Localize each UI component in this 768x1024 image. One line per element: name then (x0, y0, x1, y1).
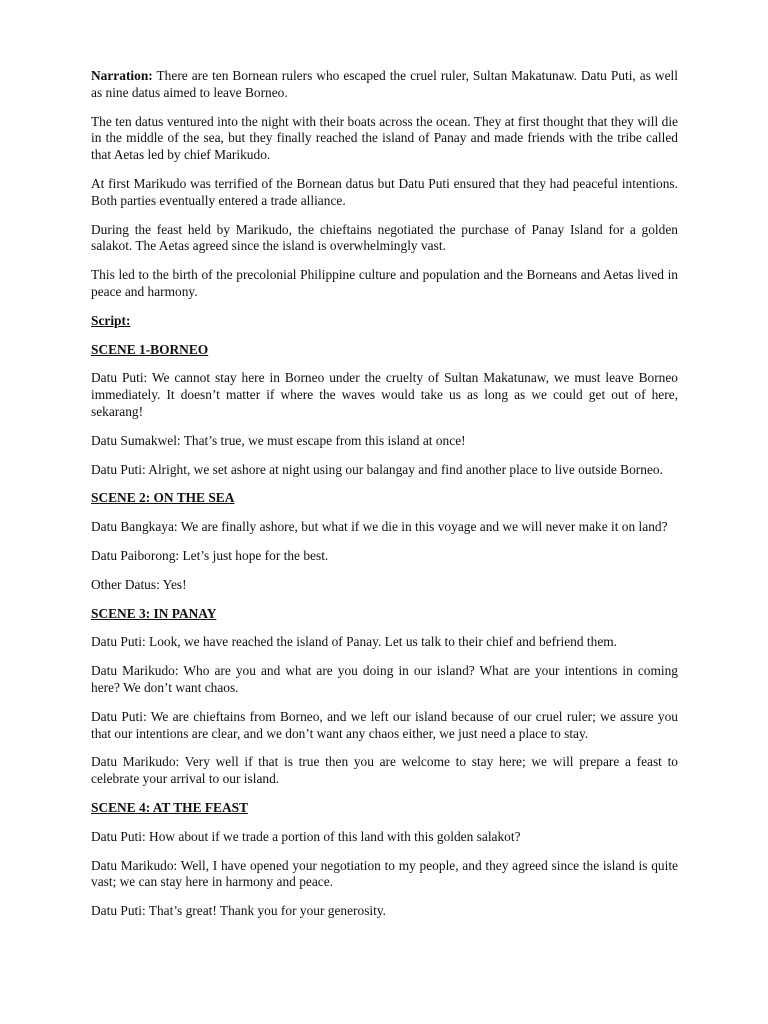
dialogue-line: Datu Marikudo: Well, I have opened your negotiation to my people, and they agreed since the island is quite vast; we can stay here in harmony and peace. (91, 857, 678, 890)
narration-paragraph: This led to the birth of the precolonial Philippine culture and population and the Borneans and Aetas lived in peace and harmony. (91, 267, 678, 299)
scene-heading: SCENE 3: IN PANAY (91, 605, 217, 621)
scene-heading: SCENE 1-BORNEO (91, 341, 209, 357)
dialogue-line: Datu Puti: Look, we have reached the island of Panay. Let us talk to their chief and befriend them. (91, 634, 618, 650)
scene-heading: SCENE 4: AT THE FEAST (91, 799, 249, 815)
narration-text: There are ten Bornean rulers who escaped the cruel ruler, Sultan Makatunaw. Datu Puti, as well as nine datus aimed to leave Borneo. (91, 68, 678, 100)
narration-paragraph: At first Marikudo was terrified of the Bornean datus but Datu Puti ensured that they had peaceful intentions. Both parties eventually entered a trade alliance. (91, 175, 678, 208)
narration-label: Narration: (91, 68, 153, 83)
dialogue-line: Datu Puti: How about if we trade a portion of this land with this golden salakot? (91, 828, 521, 844)
narration-paragraph (91, 68, 678, 102)
dialogue-line: Datu Puti: Alright, we set ashore at night using our balangay and find another place to live outside Borneo. (91, 461, 663, 477)
script-heading: Script: (91, 312, 131, 328)
dialogue-line: Datu Marikudo: Very well if that is true then you are welcome to stay here; we will prepare a feast to celebrate your arrival to our island. (91, 754, 678, 787)
dialogue-line: Other Datus: Yes! (91, 576, 187, 592)
scene-heading: SCENE 2: ON THE SEA (91, 490, 235, 506)
dialogue-line: Datu Puti: That’s great! Thank you for your generosity. (91, 903, 387, 919)
dialogue-line: Datu Puti: We are chieftains from Borneo, and we left our island because of our cruel ruler; we assure you that our intentions are clear, and we don’t want any chaos either, we just need a place to stay. (91, 708, 678, 741)
dialogue-line: Datu Bangkaya: We are finally ashore, but what if we die in this voyage and we will never make it on land? (91, 519, 668, 535)
narration-paragraph: The ten datus ventured into the night with their boats across the ocean. They at first thought that they will die in the middle of the sea, but they finally reached the island of Panay and made friends with the tribe called that Aetas led by chief Marikudo. (91, 113, 678, 163)
dialogue-line: Datu Sumakwel: That’s true, we must escape from this island at once! (91, 432, 466, 448)
dialogue-line: Datu Paiborong: Let’s just hope for the best. (91, 547, 329, 563)
dialogue-line: Datu Puti: We cannot stay here in Borneo under the cruelty of Sultan Makatunaw, we must leave Borneo immediately. It doesn’t matter if where the waves would take us as long as we could get out of here, sekarang! (91, 370, 678, 419)
narration-paragraph: During the feast held by Marikudo, the chieftains negotiated the purchase of Panay Island for a golden salakot. The Aetas agreed since the island is overwhelmingly vast. (91, 221, 678, 254)
dialogue-line: Datu Marikudo: Who are you and what are you doing in our island? What are your intentions in coming here? We don’t want chaos. (91, 663, 678, 695)
